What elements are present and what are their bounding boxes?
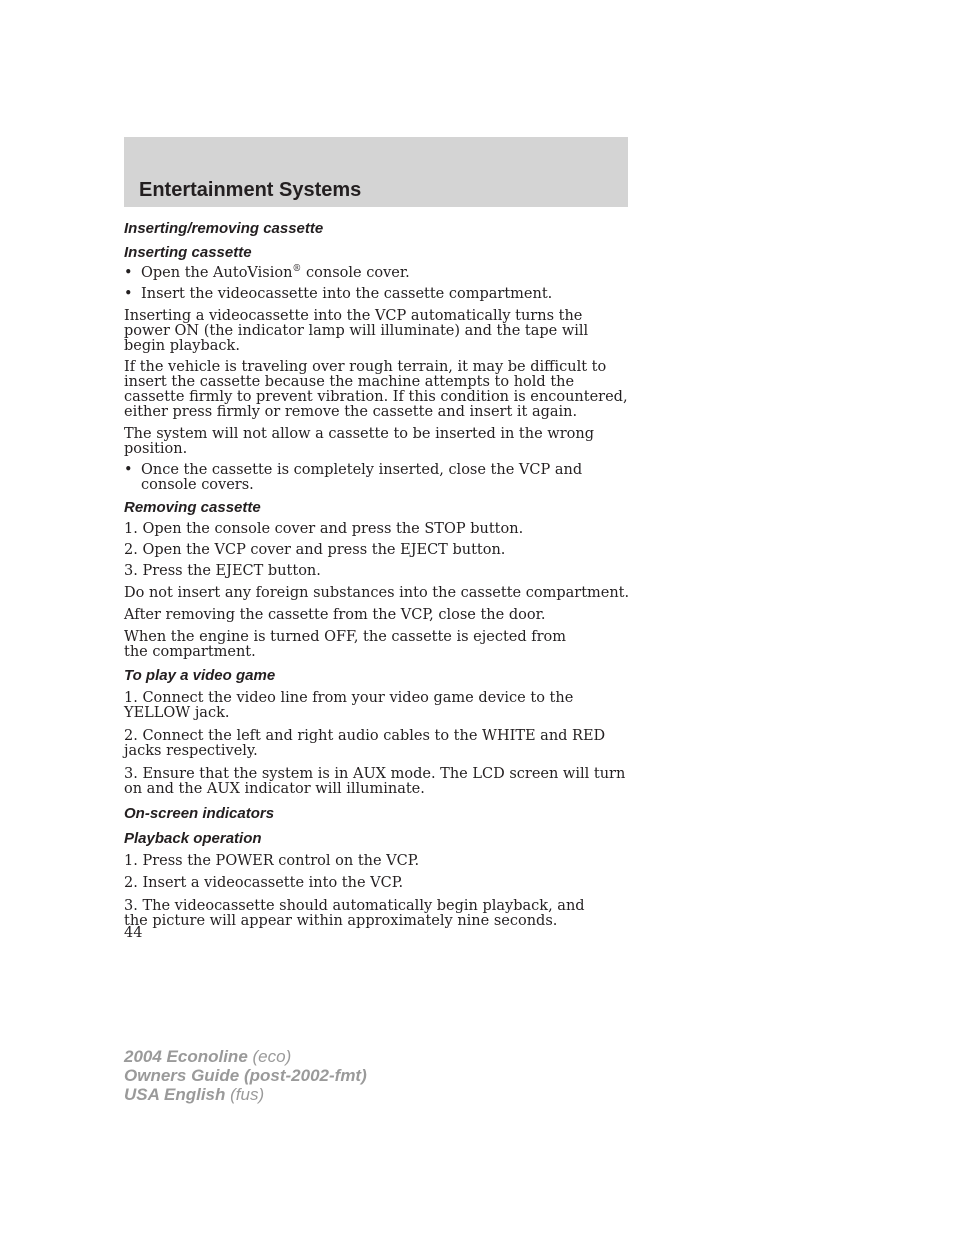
footer-line-model: 2004 Econoline (eco): [124, 1047, 292, 1066]
bullet-dot: •: [124, 265, 133, 281]
video-game-step-2: 2. Connect the left and right audio cables to the WHITE and RED jacks respectively.: [124, 728, 606, 759]
playback-step-1: 1. Press the POWER control on the VCP.: [124, 853, 420, 869]
removing-step-1: 1. Open the console cover and press the STOP button.: [124, 521, 524, 537]
heading-inserting-removing: Inserting/removing cassette: [124, 220, 324, 237]
paragraph-power-on: Inserting a videocassette into the VCP automatically turns the power ON (the indicator lamp will illuminate) and the tape will begin playback.: [124, 308, 589, 354]
removing-step-3: 3. Press the EJECT button.: [124, 563, 321, 579]
video-game-step-3: 3. Ensure that the system is in AUX mode. The LCD screen will turn on and the AUX indicator will illuminate.: [124, 766, 626, 797]
paragraph-close-door: After removing the cassette from the VCP, close the door.: [124, 607, 546, 623]
heading-playback-operation: Playback operation: [124, 830, 262, 847]
bullet-dot: •: [124, 286, 133, 302]
heading-onscreen-indicators: On-screen indicators: [124, 805, 275, 822]
playback-step-2: 2. Insert a videocassette into the VCP.: [124, 875, 404, 891]
document-footer: [124, 1047, 367, 1104]
paragraph-wrong-position: The system will not allow a cassette to be inserted in the wrong position.: [124, 426, 594, 457]
footer-line-guide: Owners Guide (post-2002-fmt): [124, 1066, 367, 1085]
heading-video-game: To play a video game: [124, 667, 276, 684]
bullet-dot: •: [124, 462, 133, 478]
playback-step-3: 3. The videocassette should automatically begin playback, and the picture will appear within approximately nine seconds.: [124, 898, 585, 929]
heading-inserting-cassette: Inserting cassette: [124, 244, 252, 261]
removing-step-2: 2. Open the VCP cover and press the EJECT button.: [124, 542, 506, 558]
page-number: 44: [124, 925, 143, 941]
video-game-step-1: 1. Connect the video line from your video game device to the YELLOW jack.: [124, 690, 574, 721]
section-title: Entertainment Systems: [139, 179, 362, 201]
bullet-insert-videocassette: • Insert the videocassette into the cassette compartment.: [124, 286, 553, 302]
heading-removing-cassette: Removing cassette: [124, 499, 261, 516]
bullet-close-covers: • Once the cassette is completely inserted, close the VCP and console covers.: [124, 462, 583, 493]
section-header-band: [124, 137, 628, 207]
paragraph-foreign-substances: Do not insert any foreign substances into the cassette compartment.: [124, 585, 630, 601]
bullet-open-console: • Open the AutoVision® console cover.: [124, 264, 410, 281]
paragraph-rough-terrain: If the vehicle is traveling over rough terrain, it may be difficult to insert the cassette because the machine attempts to hold the cassette firmly to prevent vibration. If this condition is encountered, either press firmly or remove the cassette and insert it again.: [124, 359, 628, 420]
paragraph-engine-off: When the engine is turned OFF, the cassette is ejected from the compartment.: [124, 629, 567, 660]
page-content: [124, 220, 630, 929]
footer-line-language: USA English (fus): [124, 1085, 265, 1104]
